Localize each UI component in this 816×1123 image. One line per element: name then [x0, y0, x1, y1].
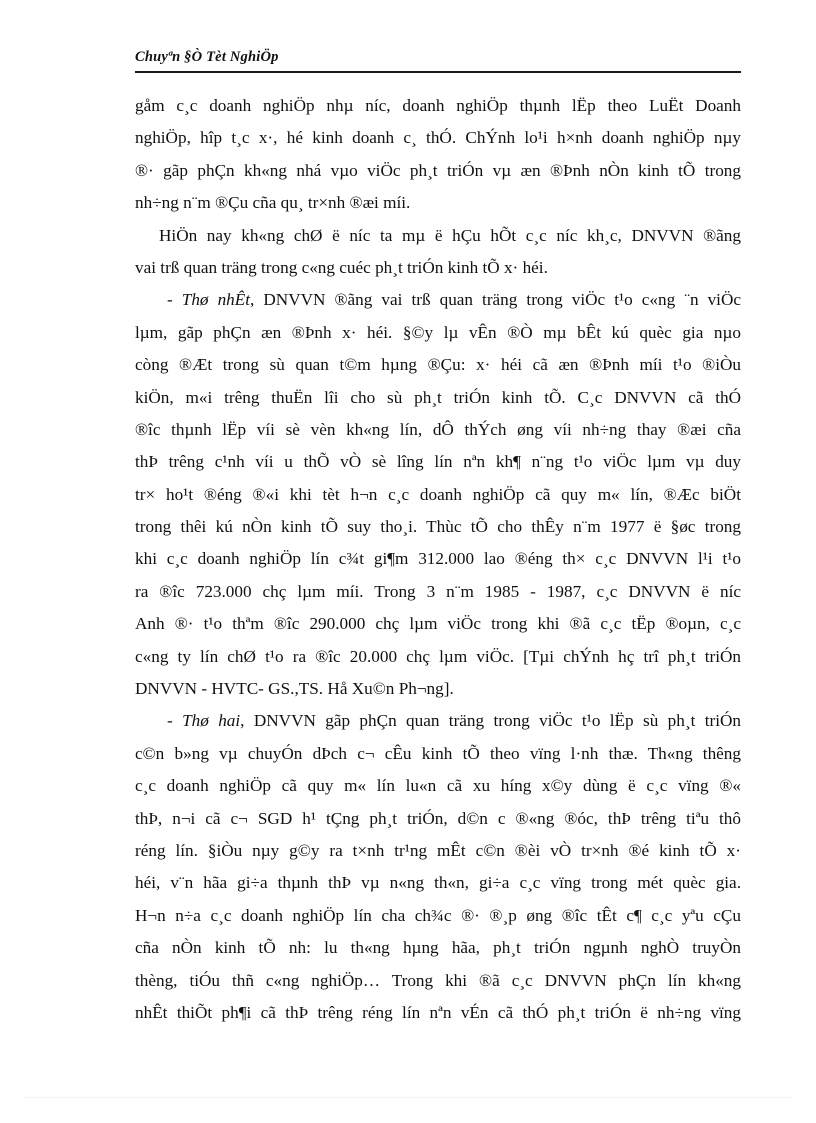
- page-header: [135, 49, 741, 73]
- text-line: cña nÒn kinh tÕ nh: lu th«ng hµng hãa, ph¸t triÓn ngµnh nghÒ truyÒn: [135, 938, 741, 958]
- text-line: vai trß quan träng trong c«ng cuéc ph¸t triÓn kinh tÕ x· héi.: [135, 257, 548, 277]
- text-line: khi c¸c doanh nghiÖp lín c¾t gi¶m 312.000 lao ®éng th× c¸c DNVVN l¹i t¹o: [135, 549, 741, 569]
- text-line: thÞ trêng c¹nh víi u thÕ vÒ sè lîng lín nªn kh¶ n¨ng t¹o viÖc lµm vµ duy: [135, 452, 741, 472]
- text-line: ®îc thµnh lËp víi sè vèn kh«ng lín, dÔ thÝch øng víi nh÷ng thay ®æi cña: [135, 419, 741, 439]
- text-line: HiÖn nay kh«ng chØ ë níc ta mµ ë hÇu hÕt c¸c níc kh¸c, DNVVN ®ãng: [159, 225, 741, 245]
- text-line: thèng, tiÓu thñ c«ng nghiÖp… Trong khi ®ã c¸c DNVVN phÇn lín kh«ng: [135, 970, 741, 990]
- text-line: - Thø hai, DNVVN gãp phÇn quan träng trong viÖc t¹o lËp sù ph¸t triÓn: [167, 711, 741, 731]
- document-body: [135, 90, 741, 1029]
- page-bottom-rule: [25, 1097, 791, 1098]
- text-line-rest: , DNVVN ®ãng vai trß quan träng trong viÖc t¹o c«ng ¨n viÖc: [250, 290, 741, 310]
- text-line: tr× ho¹t ®éng ®«i khi tèt h¬n c¸c doanh nghiÖp cã quy m« lín, ®Æc biÖt: [135, 484, 741, 504]
- text-line: c¸c doanh nghiÖp cã quy m« lín lu«n cã xu híng x©y dùng ë c¸c vïng ®«: [135, 776, 741, 796]
- text-line: DNVVN - HVTC- GS.,TS. Hå Xu©n Ph¬ng].: [135, 679, 454, 699]
- paragraph-lead: Thø hai: [182, 711, 241, 731]
- text-line: trong thêi kú nÒn kinh tÕ suy tho¸i. Thùc tÕ cho thÊy n¨m 1977 ë §øc trong: [135, 517, 741, 537]
- text-line: c©n b»ng vµ chuyÓn dÞch c¬ cÊu kinh tÕ theo vïng l·nh thæ. Th«ng thêng: [135, 743, 741, 763]
- text-line: gåm c¸c doanh nghiÖp nhµ níc, doanh nghiÖp thµnh lËp theo LuËt Doanh: [135, 96, 741, 115]
- text-line: Anh ®· t¹o thªm ®îc 290.000 chç lµm viÖc trong khi ®ã c¸c tËp ®oµn, c¸c: [135, 614, 741, 634]
- text-line: ra ®îc 723.000 chç lµm míi. Trong 3 n¨m 1985 - 1987, c¸c DNVVN ë níc: [135, 581, 741, 601]
- text-line: - Thø nhÊt, DNVVN ®ãng vai trß quan träng trong viÖc t¹o c«ng ¨n viÖc: [167, 290, 741, 310]
- text-line: nh÷ng n¨m ®Çu cña qu¸ tr×nh ®æi míi.: [135, 193, 411, 213]
- text-line: lµm, gãp phÇn æn ®Þnh x· héi. §©y lµ vÊn ®Ò mµ bÊt kú quèc gia nµo: [135, 322, 741, 342]
- text-line: kiÖn, m«i trêng thuËn lîi cho sù ph¸t triÓn kinh tÕ. C¸c DNVVN cã thÓ: [135, 387, 741, 407]
- text-line: ®· gãp phÇn kh«ng nhá vµo viÖc ph¸t triÓn vµ æn ®Þnh nÒn kinh tÕ trong: [135, 160, 741, 180]
- text-line: héi, v¨n hãa gi÷a thµnh thÞ vµ n«ng th«n, gi÷a c¸c vïng trong mét quèc gia.: [135, 873, 741, 893]
- text-line: H¬n n÷a c¸c doanh nghiÖp lín cha ch¾c ®· ®¸p øng ®îc tÊt c¶ c¸c yªu cÇu: [135, 905, 741, 925]
- text-line: nhÊt thiÕt ph¶i cã thÞ trêng réng lín nªn vÉn cã thÓ ph¸t triÓn ë nh÷ng vïng: [135, 1002, 741, 1022]
- text-line: thÞ, n¬i cã c¬ SGD h¹ tÇng ph¸t triÓn, d©n c ®«ng ®óc, thÞ trêng tiªu thô: [135, 808, 741, 828]
- text-line: réng lín. §iÒu nµy g©y ra t×nh tr¹ng mÊt c©n ®èi vÒ tr×nh ®é kinh tÕ x·: [135, 840, 741, 860]
- text-line: còng ®Æt trong sù quan t©m hµng ®Çu: x· héi cã æn ®Þnh míi t¹o ®iÒu: [135, 355, 741, 375]
- paragraph-lead: Thø nhÊt: [181, 290, 251, 310]
- text-line-rest: , DNVVN gãp phÇn quan träng trong viÖc t¹o lËp sù ph¸t triÓn: [240, 711, 741, 731]
- header-title: Chuyªn §Ò Tèt NghiÖp: [135, 49, 279, 65]
- text-line: nghiÖp, hîp t¸c x·, hé kinh doanh c¸ thÓ. ChÝnh lo¹i h×nh doanh nghiÖp nµy: [135, 128, 741, 148]
- text-line: c«ng ty lín chØ t¹o ra ®îc 20.000 chç lµm viÖc. [Tµi chÝnh hç trî ph¸t triÓn: [135, 646, 741, 666]
